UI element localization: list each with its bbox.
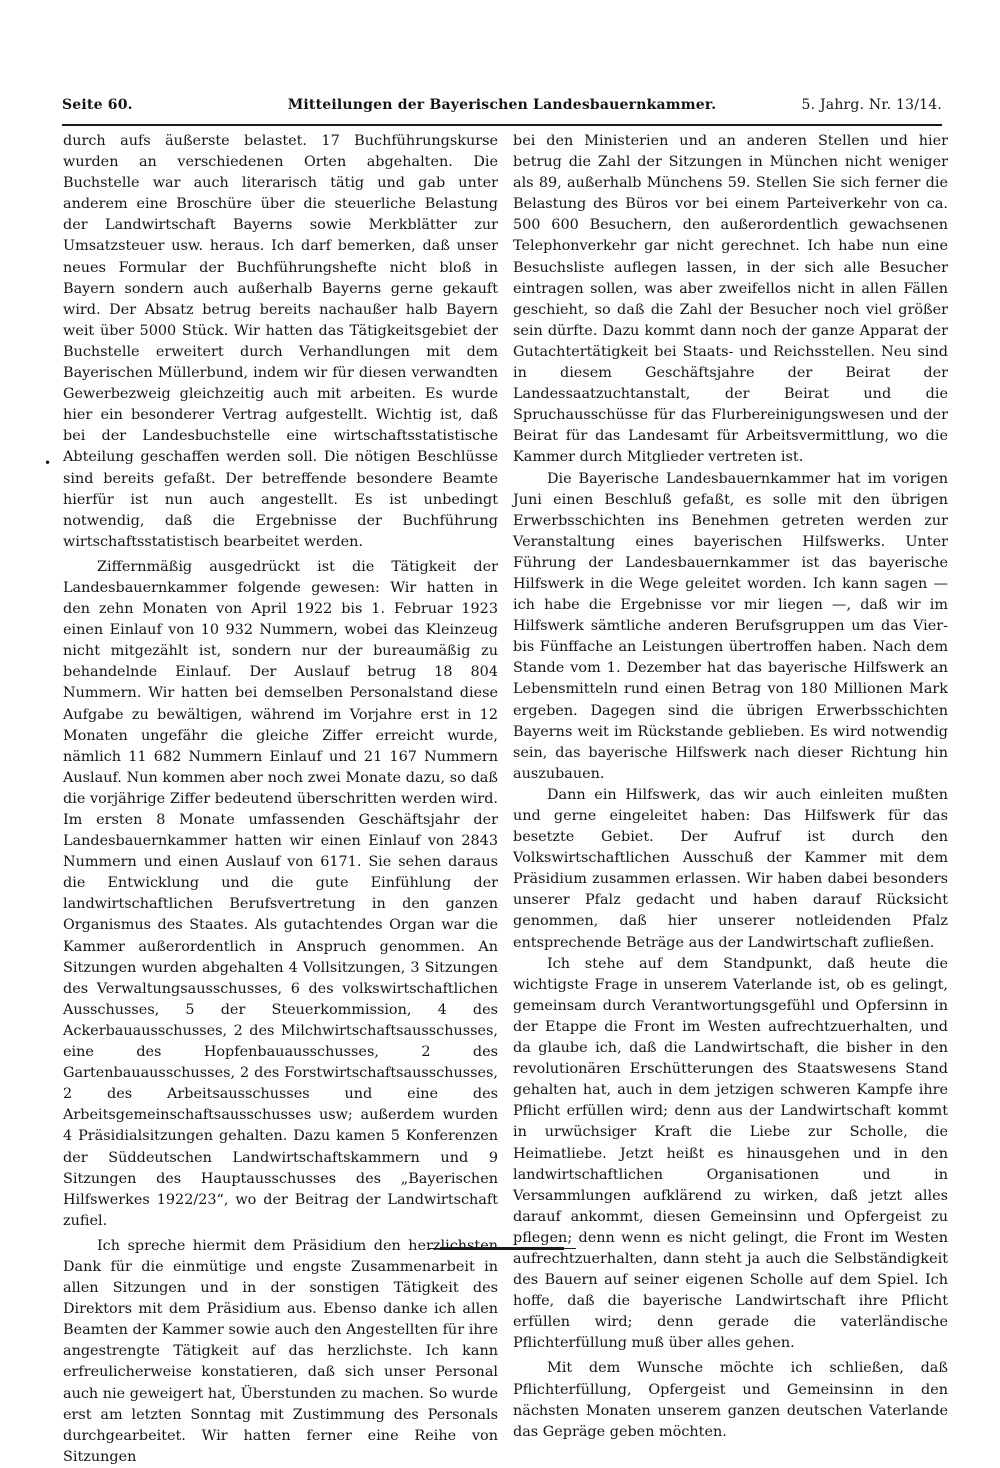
paragraph: Die Bayerische Landesbauernkammer hat im vorigen Juni einen Beschluß gefaßt, es solle mit den übrigen Erwerbsschichten ins Benehmen getreten werden zur Veranstaltung eines bayerischen Hilfswerks. Unter Führung der Landesbauernkammer ist das bayerische Hilfswerk in die Wege geleitet worden. Ich kann sagen — ich habe die Ergebnisse vor mir liegen —, daß wir im Hilfswerk sämtliche anderen Berufsgruppen um das Vier- bis Fünffache an Leistungen übertroffen haben. Nach dem Stande vom 1. Dezember hat das bayerische Hilfswerk an Lebensmitteln rund einen Betrag von 180 Millionen Mark ergeben. Dagegen sind die übrigen Erwerbsschichten Bayerns weit im Rückstande geblieben. Es wird notwendig sein, das bayerische Hilfswerk nach dieser Richtung hin auszubauen. <box>513 470 948 782</box>
paragraph: Ziffernmäßig ausgedrückt ist die Tätigkeit der Landesbauernkammer folgende gewesen: Wir hatten in den zehn Monaten von April 1922 bis 1. Februar 1923 einen Einlauf von 10 932 Nummern, wobei das Kleinzeug nicht mitgezählt ist, sondern nur der bureaumäßig zu behandelnde Einlauf. Der Auslauf betrug 18 804 Nummern. Wir hatten bei demselben Personalstand diese Aufgabe zu bewältigen, während im Vorjahre erst in 12 Monaten ungefähr die gleiche Ziffer erreicht wurde, nämlich 11 682 Nummern Einlauf und 21 167 Nummern Auslauf. Nun kommen aber noch zwei Monate dazu, so daß die vorjährige Ziffer bedeutend überschritten werden wird. Im ersten 8 Monate umfassenden Geschäftsjahr der Landesbauernkammer hatten wir einen Einlauf von 2843 Nummern und einen Auslauf von 6171. Sie sehen daraus die Entwicklung und die gute Einfühlung der landwirtschaftlichen Berufsvertretung in den ganzen Organismus des Staates. Als gutachtendes Organ war die Kammer außerordentlich in Anspruch genommen. An Sitzungen wurden abgehalten 4 Vollsitzungen, 3 Sitzungen des Verwaltungsausschusses, 6 des volkswirtschaftlichen Ausschusses, 5 der Steuerkommission, 4 des Ackerbauausschusses, 2 des Milchwirtschaftsausschusses, eine des Hopfenbauausschusses, 2 des Gartenbauausschusses, 2 des Forstwirtschaftsausschusses, 2 des Arbeitsausschusses und eine des Arbeitsgemeinschaftsausschusses usw; außerdem wurden 4 Präsidialsitzungen gehalten. Dazu kamen 5 Konferenzen der Süddeutschen Landwirtschaftskammern und 9 Sitzungen des Hauptausschusses des „Bayerischen Hilfswerkes 1922/23“, wo der Beitrag der Landwirtschaft zufiel. <box>63 558 498 1229</box>
paragraph: bei den Ministerien und an anderen Stellen und hier betrug die Zahl der Sitzungen in München nicht weniger als 89, außerhalb Münchens 59. Stellen Sie sich ferner die Belastung des Büros vor bei einem Parteiverkehr von ca. 500 600 Besuchern, den außerordentlich gewachsenen Telephonverkehr gar nicht gerechnet. Ich habe nun eine Besuchsliste auflegen lassen, in der sich alle Besucher eintragen sollen, was aber zweifellos nicht in allen Fällen geschieht, so daß die Zahl der Besucher noch viel größer sein dürfte. Dazu kommt dann noch der ganze Apparat der Gutachtertätigkeit bei Staats- und Reichsstellen. Neu sind in diesem Geschäftsjahre der Beirat der Landessaatzuchtanstalt, der Beirat und die Spruchausschüsse für das Flurbereinigungswesen und der Beirat für das Landesamt für Arbeitsvermittlung, wo die Kammer durch Mitglieder vertreten ist. <box>513 133 948 466</box>
page-number: Seite 60. <box>62 97 133 113</box>
left-column <box>63 131 498 1468</box>
paragraph: Ich spreche hiermit dem Präsidium den herzlichsten Dank für die einmütige und engste Zusammenarbeit in allen Sitzungen und in der sonstigen Tätigkeit des Direktors mit dem Präsidium aus. Ebenso danke ich allen Beamten der Kammer sowie auch den Angestellten für ihre angestrengte Tätigkeit auf das herzlichste. Ich kann erfreulicherweise konstatieren, daß sich unser Personal auch nie geweigert hat, Überstunden zu machen. So wurde erst am letzten Sonntag mit Zustimmung des Personals durchgearbeitet. Wir hatten ferner eine Reihe von Sitzungen <box>63 1237 498 1465</box>
paragraph: Mit dem Wunsche möchte ich schließen, daß Pflichterfüllung, Opfergeist und Gemeinsinn in den nächsten Monaten unserem ganzen deutschen Vaterlande das Gepräge geben möchten. <box>513 1360 948 1440</box>
right-column <box>513 131 948 1443</box>
header-rule <box>62 124 942 126</box>
paragraph: Ich stehe auf dem Standpunkt, daß heute die wichtigste Frage in unserem Vaterlande ist, ob es gelingt, gemeinsam durch Verantwortungsgefühl und Opfersinn in der Etappe die Front im Westen aufrechtzuerhalten, und da glaube ich, daß die Landwirtschaft, die bisher in den revolutionären Erschütterungen des Staatswesens Stand gehalten hat, auch in dem jetzigen schweren Kampfe ihre Pflicht erfüllen wird; denn aus der Landwirtschaft kommt in urwüchsiger Kraft die Liebe zur Scholle, die Heimatliebe. Jetzt heißt es hinausgehen und in den landwirtschaftlichen Organisationen und in Versammlungen aufklärend zu wirken, daß jetzt alles darauf ankommt, diesen Gemeinsinn und Opfergeist zu pflegen; denn wenn es nicht gelingt, die Front im Westen aufrechtzuerhalten, dann steht ja auch die Selbständigkeit des Bauern auf seiner eigenen Scholle auf dem Spiel. Ich hoffe, daß die bayerische Landwirtschaft ihre Pflicht erfüllen wird; denn gerade die vaterländische Pflichterfüllung muß über alles gehen. <box>513 955 948 1352</box>
page-header <box>62 97 942 119</box>
paragraph: durch aufs äußerste belastet. 17 Buchführungskurse wurden an verschiedenen Orten abgehalten. Die Buchstelle war auch literarisch tätig und gab unter anderem eine Broschüre über die steuerliche Belastung der Landwirtschaft Bayerns sowie Merkblätter zur Umsatzsteuer usw. heraus. Ich darf bemerken, daß unser neues Formular der Buchführungshefte nicht bloß in Bayern sondern auch außerhalb Bayerns gerne gekauft wird. Der Absatz betrug bereits nachaußer halb Bayern weit über 5000 Stück. Wir hatten das Tätigkeitsgebiet der Buchstelle erweitert durch Verhandlungen mit dem Bayerischen Müllerbund, indem wir für diesen verwandten Gewerbezweig gleichzeitig auch mit arbeiten. Es wurde hier ein besonderer Vertrag aufgestellt. Wichtig ist, daß bei der Landesbuchstelle eine wirtschaftsstatistische Abteilung geschaffen werden soll. Die nötigen Beschlüsse sind bereits gefaßt. Der betreffende besondere Beamte hierfür ist nun auch angestellt. Es ist unbedingt notwendig, daß die Ergebnisse der Buchführung wirtschaftsstatistisch bearbeitet werden. <box>63 133 498 550</box>
margin-mark: • <box>44 456 52 470</box>
issue-number: 5. Jahrg. Nr. 13/14. <box>801 97 942 113</box>
publication-title: Mitteilungen der Bayerischen Landesbauernkammer. <box>287 97 717 113</box>
paragraph: Dann ein Hilfswerk, das wir auch einleiten mußten und gerne eingeleitet haben: Das Hilfswerk für das besetzte Gebiet. Der Aufruf ist durch den Volkswirtschaftlichen Ausschuß der Kammer mit dem Präsidium zusammen erlassen. Wir haben dabei besonders unserer Pfalz gedacht und haben darauf Rücksicht genommen, daß hier unserer notleidenden Pfalz entsprechende Beträge aus der Landwirtschaft zufließen. <box>513 786 948 951</box>
end-ornament <box>440 1247 564 1250</box>
